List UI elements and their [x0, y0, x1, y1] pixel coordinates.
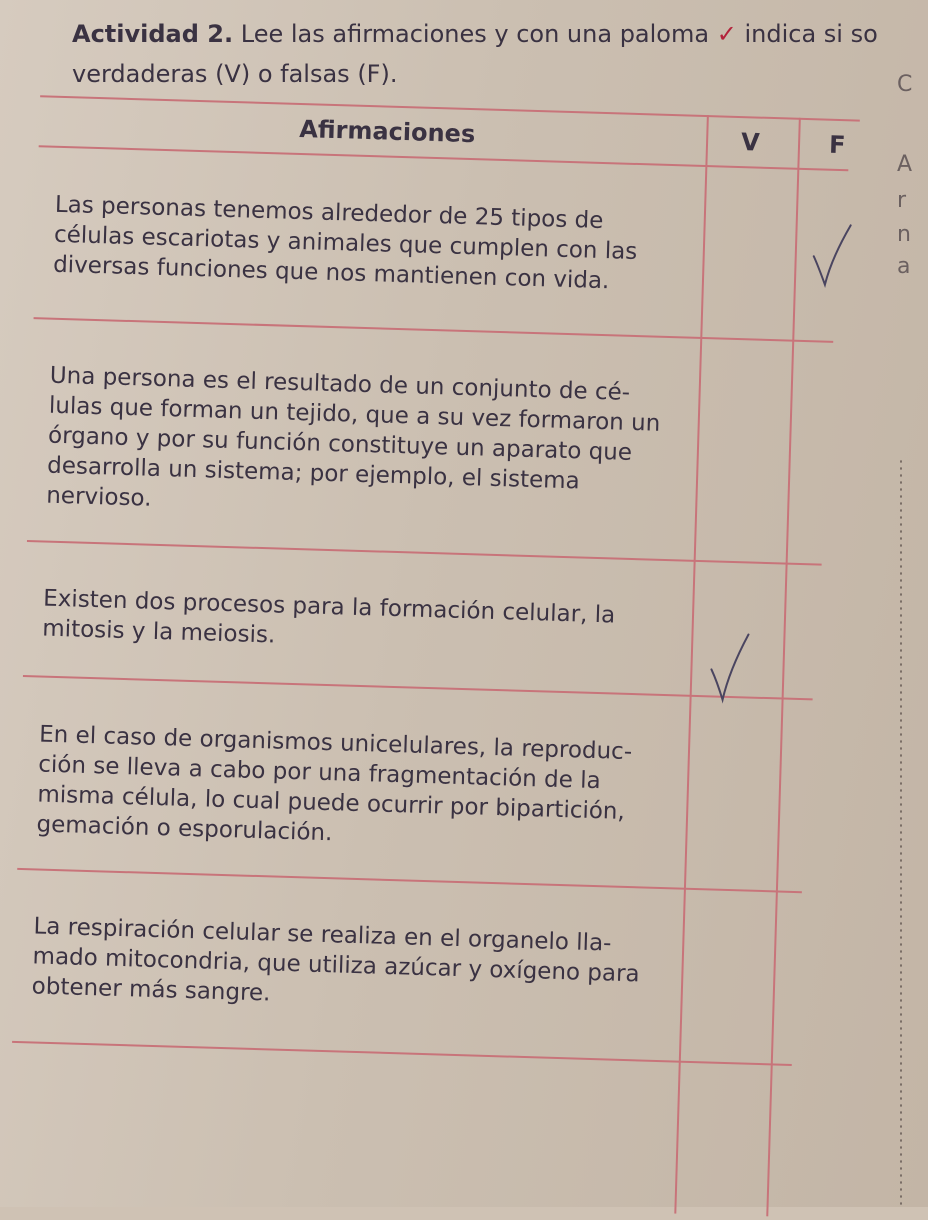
edge-fragment: A [897, 152, 913, 177]
handwritten-check-icon-row-3 [704, 627, 756, 708]
statement-row-3: Existen dos procesos para la formación celular, la mitosis y la meiosis. [41, 585, 616, 649]
edge-fragment: a [897, 254, 911, 279]
instruction-text-1: Lee las afirmaciones y con una paloma [240, 20, 710, 48]
statement-row-5: La respiración celular se realiza en el organelo lla-mado mitocondria, que utiliza azúcar y oxígeno para obtener más sangre. [31, 913, 640, 1007]
row-divider [27, 540, 822, 566]
column-divider-f [766, 118, 801, 1217]
instruction-text-2: indica si so [744, 20, 878, 48]
handwritten-check-icon-row-1 [807, 216, 859, 297]
header-afirmaciones: Afirmaciones [298, 114, 476, 149]
header-verdadero: V [740, 128, 761, 157]
table-border-top [40, 95, 860, 121]
edge-fragment: r [897, 188, 907, 213]
edge-fragment: C [897, 72, 913, 97]
column-divider-v [674, 115, 709, 1214]
activity-label: Actividad 2. [72, 20, 234, 48]
header-falso: F [828, 130, 846, 160]
statement-row-2: Una persona es el resultado de un conjunto de cé-lulas que forman un tejido, que a su vez formaron un órgano y por su función constituye un aparato que desarrolla un sistema; por ejemplo, el sistema nervioso. [45, 362, 661, 512]
true-false-table [0, 94, 928, 1220]
table-border-bottom [12, 1041, 792, 1066]
table-header-divider [39, 145, 849, 171]
instruction-line-2: verdaderas (V) o falsas (F). [72, 60, 398, 88]
row-divider [34, 317, 834, 343]
statement-row-4: En el caso de organismos unicelulares, la reproduc-ción se lleva a cabo por una fragmentación de la misma célula, lo cual puede ocurrir por bipartición, gemación o esporulación. [36, 721, 633, 847]
check-symbol-icon: ✓ [716, 20, 737, 48]
edge-fragment: n [897, 222, 911, 247]
row-divider [23, 675, 813, 700]
statement-row-1: Las personas tenemos alrededor de 25 tipos de células escariotas y animales que cumplen con las diversas funciones que nos mantienen con vida. [52, 191, 638, 295]
activity-instructions [72, 14, 928, 94]
